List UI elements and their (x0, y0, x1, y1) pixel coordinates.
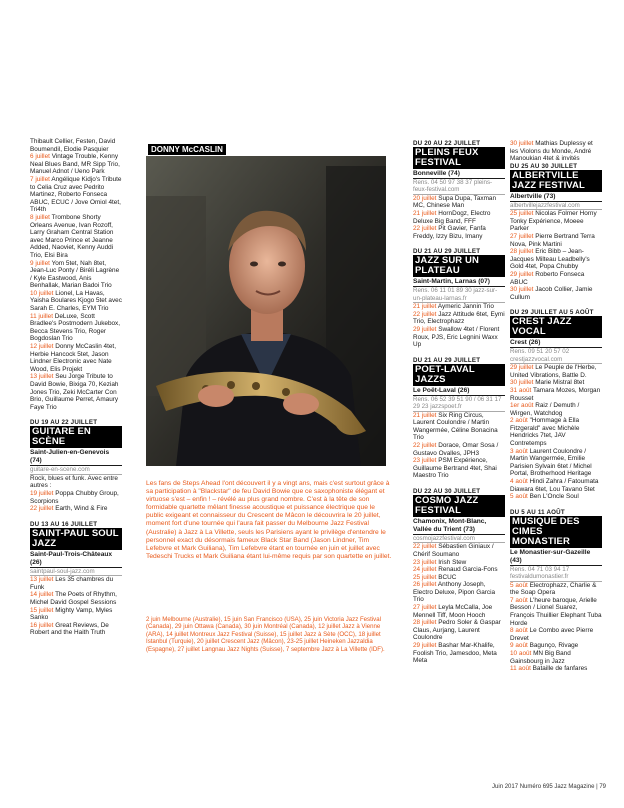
feature-article-text: Les fans de Steps Ahead l'ont découvert il y a vingt ans, mais c'est surtout grâce à sa participation à "Blackstar" de feu David Bowie que ce saxophoniste élégant et virtuose s'est – enfin ! – révélé au plus grand nombre. C'est à la tête de son formidable quartette mêlant finesse acoustique et puissance électrique que le public exigeant et connaisseur du Crescent de Mâcon le découvrira le 20 juillet, moment fort d'une tournée qui l'aura fait passer du Melbourne Jazz Festival (Australie) à Jazz à La Villette, seuls les Parisiens ayant le privilège d'entendre le personnel exact du désormais fameux Black Star Band (Jason Lindner, Tim Lefebvre et Mark Guiliana), Tim Lefebvre étant en tournée en juin et juillet avec Tedeschi Trucks et Mark Guiliana étant lui-même requis par son quartette en juillet. (146, 480, 392, 560)
festival-block (510, 509, 602, 673)
festival-title: POET-LAVAL JAZZS (413, 364, 505, 386)
listing-artists: Poppa Chubby Group, Scorpions (30, 489, 119, 505)
listing-date: 11 août (510, 665, 531, 673)
festival-dates: DU 20 AU 22 JUILLET (413, 140, 481, 147)
listing-artists: Electrophazz, Charlie & the Soap Opera (510, 581, 597, 597)
festival-info: Rens. 09 51 20 57 02 crestjazzvocal.com (510, 348, 602, 364)
listing-date: 13 juillet (30, 373, 54, 381)
listing-item (413, 559, 505, 567)
listing-artists: Mathias Duplessy et les Violons du Monde, André Manoukian 4tet & invités (510, 140, 593, 163)
festival-intro: Rock, blues et funk. Avec entre autres : (30, 474, 118, 490)
listing-item (413, 566, 505, 574)
listing-date: 7 août (510, 596, 528, 604)
listing-date: 23 juillet (413, 558, 437, 566)
festival-title-wrap (413, 147, 505, 170)
festival-block (413, 248, 505, 348)
festival-info: guitare-en-scene.com (30, 466, 122, 474)
listing-item (30, 343, 122, 373)
guitare-en-scene-section (30, 419, 122, 512)
listing-item (413, 326, 505, 349)
listing-date: 19 juillet (30, 489, 54, 497)
festival-title: COSMO JAZZ FESTIVAL (413, 495, 505, 517)
listing-artists: "Hommage à Ella Fitzgerald" avec Michèle Hendricks 7tet, JAV Contretemps (510, 417, 580, 448)
listing-item (413, 210, 505, 225)
listing-date: 25 juillet (413, 573, 437, 581)
listing-item (30, 260, 122, 290)
listing-item (510, 417, 602, 447)
festival-block (510, 309, 602, 501)
listing-artists: Jazz Attitude 6tet, Eymi Trio, Electrophazz (413, 310, 505, 326)
listing-date: 22 juillet (413, 543, 437, 551)
listing-date: 16 juillet (30, 621, 54, 629)
listing-date: 21 juillet (413, 411, 437, 419)
listing-artists: Bagunço, Rivage (529, 642, 579, 650)
listing-item (30, 176, 122, 214)
festival-block (413, 357, 505, 480)
listing-date: 24 juillet (413, 566, 437, 574)
listing-date: 23 juillet (413, 457, 437, 465)
listing-artists: Anthony Joseph, Electro Deluxe, Pipon Garcia Trio (413, 581, 496, 604)
festival-location: Le Poët-Laval (26) (413, 387, 505, 396)
listing-date: 5 août (510, 493, 528, 501)
listing-artists: Leyla McCalla, Joe Mennell Tiff, Moon Hooch (413, 604, 493, 619)
listing-artists: Irish Stew (438, 558, 467, 566)
listing-item (413, 195, 505, 210)
festival-info: Rens. 04 71 03 94 17 festivaldumonastier.fr (510, 566, 602, 582)
festival-title: CREST JAZZ VOCAL (510, 316, 602, 338)
column-1 (30, 138, 122, 645)
festival-title: ALBERTVILLE JAZZ FESTIVAL (510, 170, 602, 192)
listing-item (510, 402, 602, 417)
listing-artists: Seu Jorge Tribute to David Bowie, Bixiga 70, Keziah Jones Trio, Zeki McCarter Con Brio, Guillaume Perret, Amaury Faye Trio (30, 373, 119, 411)
listing-date: 27 juillet (413, 604, 437, 612)
listing-artists: L'heure baroque, Arielle Besson / Lionel Suarez, François Thuillier Elephant Tuba Horde (510, 596, 602, 627)
festival-dates: DU 22 AU 30 JUILLET (413, 487, 481, 495)
listing-artists: The Poets of Rhythm, Michel David Gospel Sessions (30, 591, 117, 606)
listing-artists: Vintage Trouble, Kenny Neal Blues Band, MR Sipp Trio, Manuel Adnot / Ueno Park (30, 153, 120, 176)
listing-date: 27 juillet (510, 232, 534, 240)
listing-artists: Pedro Soler & Gaspar Claus, Aurjang, Laurent Coulondre (413, 619, 501, 642)
festival-location: Bonneville (74) (413, 170, 505, 179)
listing-artists: Hindi Zahra / Fatoumata Diawara 6tet, Lou Tavano 5tet (510, 478, 599, 493)
listing-date: 22 juillet (413, 441, 437, 449)
festival-title: MUSIQUE DES CIMES MONASTIER (510, 516, 602, 548)
listing-artists: Raiz / Demuth / Wirgen, Watchdog (510, 402, 580, 417)
listing-date: 30 juillet (510, 286, 534, 294)
listing-item (30, 505, 122, 513)
listing-artists: Sébastien Giniaux / Chérif Soumano (413, 543, 494, 558)
listing-artists: Nicolas Folmer Horny Tonky Expérience, Moeee Parker (510, 210, 597, 233)
listing-item (413, 604, 505, 619)
listing-item (510, 642, 602, 650)
listing-item (510, 665, 602, 673)
festival-title: PLEINS FEUX FESTIVAL (413, 147, 505, 169)
festival-title-wrap (30, 528, 122, 551)
listing-artists: HornDogz, Electro Deluxe Big Band, FFF (413, 210, 491, 225)
listing-date: 9 août (510, 642, 528, 650)
listing-artists: Le Peuple de l'Herbe, United Vibrations, Battle D. (510, 364, 597, 379)
listing-date: 4 août (510, 478, 528, 486)
listing-artists: Trombone Shorty Orleans Avenue, Ivan Rozoff, Larry Graham Central Station avec Marco Prince et Jeanne Added, Naoviet, Kenny Auddi Trio, Elsi Bira (30, 213, 114, 259)
listing-artists: PSM Expérience, Guillaume Bertrand 4tet, Shai Maestro Trio (413, 457, 497, 480)
listing-item (30, 138, 122, 153)
listing-item (413, 457, 505, 480)
festival-title-wrap (510, 170, 602, 193)
listing-date: 21 juillet (413, 210, 437, 217)
festival-dates: DU 13 AU 16 JUILLET (30, 520, 98, 528)
festival-block (510, 163, 602, 302)
festival-title: JAZZ SUR UN PLATEAU (413, 255, 505, 277)
listing-date: 28 juillet (413, 619, 437, 627)
listing-artists: Bataille de fanfares (532, 665, 588, 673)
listing-item (30, 373, 122, 411)
listing-item (413, 225, 505, 240)
festival-title-wrap (510, 316, 602, 339)
listing-item (510, 597, 602, 627)
listing-artists: Supa Dupa, Taxman MC, Chinese Man (413, 194, 497, 210)
column-1-listings (30, 138, 122, 411)
listing-artists: BCUC (438, 573, 457, 581)
listing-date: 22 juillet (30, 505, 54, 513)
listing-date: 30 juillet (510, 140, 534, 147)
festival-title-wrap (413, 255, 505, 278)
listing-artists: Six Ring Circus, Laurent Coulondre / Martin Wangermée, Céline Bonacina Trio (413, 411, 498, 442)
listing-date: 26 juillet (413, 581, 437, 589)
listing-artists: MN Big Band Gainsbourg in Jazz (510, 649, 571, 665)
festival-location: Saint-Paul-Trois-Châteaux (26) (30, 551, 122, 568)
festival-dates: DU 25 AU 30 JUILLET (510, 162, 578, 170)
listing-item (510, 364, 602, 379)
column-4 (510, 140, 602, 681)
listing-date: 21 juillet (413, 303, 437, 311)
listing-item (30, 622, 122, 637)
listing-item (30, 490, 122, 505)
festival-dates: DU 29 JUILLET AU 5 AOÛT (510, 309, 594, 317)
festival-dates: DU 5 AU 11 AOÛT (510, 508, 565, 516)
listing-artists: Pierre Bertrand Terra Nova, Pink Martini (510, 232, 595, 248)
listing-artists: Pit Gavier, Fanfa Freddy, Izzy Bizu, Imany (413, 225, 486, 240)
saint-paul-soul-jazz-section (30, 521, 122, 637)
listing-date: 7 juillet (30, 175, 50, 183)
listing-item (413, 543, 505, 558)
festival-info: Rens. 04 50 97 38 37 pleins-feux-festival.com (413, 179, 505, 195)
listing-date: 22 juillet (413, 225, 437, 233)
festival-location: Albertville (73) (510, 193, 602, 202)
listing-artists: Lionel, La Havas, Yaisha Boulares Kjogo 5tet avec Sarah E. Charles, EYM Trio (30, 289, 122, 313)
listing-item (510, 379, 602, 387)
column-3 (413, 140, 505, 673)
listing-date: 29 juillet (413, 325, 437, 333)
listing-date: 29 juillet (510, 364, 534, 372)
festival-title-wrap (413, 495, 505, 518)
listing-artists: Ben L'Oncle Soul (529, 493, 579, 501)
festival-info: Rens. 06 52 39 51 90 / 06 31 17 29 23 jazzspoet.fr (413, 396, 505, 412)
listing-date: 28 juillet (510, 248, 534, 256)
festival-block (413, 140, 505, 240)
festival-dates: DU 21 AU 29 JUILLET (413, 356, 481, 364)
festival-location: Chamonix, Mont-Blanc, Vallée du Trient (73) (413, 518, 505, 535)
listing-artists: Aymeric Jannin Trio (437, 303, 494, 311)
listing-item (510, 478, 602, 493)
festival-location: Saint-Julien-en-Genevois (74) (30, 449, 122, 466)
listing-artists: Thibault Cellier, Festen, David Boumendil, Elodie Pasquier (30, 138, 116, 153)
festival-info: Rens. 06 11 01 89 30 jazz-sur-un-plateau-larnas.fr (413, 287, 505, 303)
listing-artists: Bashar Mar-Khalife, Foolish Trio, Jamesdoo, Meta Meta (413, 642, 497, 665)
festival-info: cosmojazzfestival.com (413, 535, 505, 543)
listing-item (30, 591, 122, 606)
listing-item (30, 290, 122, 313)
listing-date: 29 juillet (413, 642, 437, 650)
listing-date: 2 août (510, 417, 528, 425)
listing-item (413, 574, 505, 582)
listing-item (413, 442, 505, 457)
listing-item (510, 448, 602, 478)
festival-block (30, 419, 122, 512)
festival-title-wrap (510, 516, 602, 549)
listing-item (30, 313, 122, 343)
listing-artists: Marie Mistral 8tet (535, 379, 585, 387)
listing-date: 6 juillet (30, 153, 50, 161)
festival-block (30, 521, 122, 637)
listing-item (510, 140, 602, 163)
listing-item (510, 271, 602, 286)
listing-date: 20 juillet (413, 194, 437, 202)
listing-date: 9 juillet (30, 259, 50, 267)
listing-date: 10 août (510, 649, 532, 657)
listing-date: 1er août (510, 402, 534, 410)
listing-artists: Swallow 4tet / Florent Roux, PJS, Eric Legnini Waxx Up (413, 325, 500, 349)
listing-date: 31 août (510, 386, 532, 394)
listing-artists: Great Reviews, De Robert and the Haith Truth (30, 621, 109, 637)
listing-item (510, 493, 602, 501)
listing-date: 30 juillet (510, 379, 534, 387)
listing-artists: DeLuxe, Scott Bradlee's Postmodern Jukebox, Becca Stevens Trio, Roger Bogdoslan Trio (30, 312, 121, 343)
festival-title-wrap (413, 364, 505, 387)
listing-date: 14 juillet (30, 591, 54, 599)
listing-artists: Yom 5tet, Nah 8tet, Jean-Luc Ponty / Biréli Lagrène / Kyle Eastwood, Anis Benhallak, Marian Badoi Trio (30, 259, 120, 290)
listing-artists: Mighty Vamp, Myles Sanko (30, 606, 113, 622)
listing-artists: Eric Bibb – Jean-Jacques Milteau Leadbelly's Gold 4tet, Popa Chubby (510, 248, 590, 271)
listing-artists: Dorace, Omar Sosa / Gustavo Ovalles, JPH3 (413, 441, 499, 457)
festival-location: Le Monastier-sur-Gazeille (43) (510, 549, 602, 566)
festival-block (413, 488, 505, 665)
festival-dates: DU 21 AU 29 JUILLET (413, 248, 481, 256)
listing-item (413, 642, 505, 665)
listing-date: 15 juillet (30, 606, 54, 614)
listing-item (510, 650, 602, 665)
listing-item (30, 607, 122, 622)
listing-artists: Le Combo avec Pierre Drevet (510, 627, 594, 642)
festival-info: saintpaul-soul-jazz.com (30, 568, 122, 576)
listing-artists: Tamara Mozes, Morgan Rousset (510, 386, 601, 402)
donny-mccaslin-photo (146, 156, 386, 466)
listing-date: 12 juillet (30, 343, 54, 351)
listing-item (413, 412, 505, 442)
page-footer: Juin 2017 Numéro 695 Jazz Magazine | 79 (492, 784, 606, 790)
listing-artists: Angélique Kidjo's Tribute to Celia Cruz avec Pedrito Martinez, Roberto Fonseca ABUC, ECUC / Jove Omiol 4tet, Tri4th (30, 175, 122, 214)
listing-artists: Jacob Collier, Jamie Cullum (510, 286, 593, 301)
listing-item (510, 286, 602, 301)
listing-item (510, 627, 602, 642)
listing-item (413, 303, 505, 311)
festival-dates: DU 19 AU 22 JUILLET (30, 419, 98, 427)
festival-title-wrap (30, 426, 122, 449)
listing-item (413, 311, 505, 326)
listing-date: 8 juillet (30, 213, 50, 221)
festival-title: SAINT-PAUL SOUL JAZZ (30, 528, 122, 550)
listing-date: 10 juillet (30, 289, 54, 297)
listing-artists: Roberto Fonseca ABUC (510, 270, 585, 286)
listing-artists: Donny McCaslin 4tet, Herbie Hancock 5tet, Jason Lindner Electronic avec Nate Wood, Elis Projekt (30, 343, 116, 373)
listing-item (510, 248, 602, 271)
listing-item (510, 210, 602, 233)
listing-item (30, 214, 122, 260)
listing-item (30, 576, 122, 591)
listing-artists: Earth, Wind & Fire (55, 505, 108, 513)
listing-item (510, 233, 602, 248)
festival-location: Crest (26) (510, 339, 602, 348)
listing-date: 3 août (510, 447, 528, 455)
listing-date: 5 août (510, 581, 528, 589)
listing-item (510, 387, 602, 402)
saxophonist-photo-illustration (146, 156, 386, 466)
listing-artists: Laurent Coulondre / Martin Wangermée, Emilie Parisien Sylvain 6tet / Michel Portal, Brotherhood Heritage (510, 447, 592, 478)
festival-info: albertvillejazzfestival.com (510, 202, 602, 210)
listing-date: 13 juillet (30, 576, 54, 584)
listing-artists: Les 35 chambres du Funk (30, 576, 114, 591)
listing-item (510, 582, 602, 597)
listing-date: 22 juillet (413, 310, 437, 318)
listing-date: 11 juillet (30, 312, 53, 320)
festival-title: GUITARE EN SCÈNE (30, 426, 122, 448)
listing-artists: Renaud Garcia-Fons (438, 566, 498, 574)
festival-location: Saint-Martin, Larnas (07) (413, 278, 505, 287)
listing-date: 29 juillet (510, 270, 534, 278)
listing-date: 25 juillet (510, 210, 534, 218)
listing-item (413, 581, 505, 604)
feature-tour-dates: 2 juin Melbourne (Australie), 15 juin San Francisco (USA), 25 juin Victoria Jazz Festival (Canada), 29 juin Ottawa (Canada), 30 juin Montréal (Canada), 12 juillet Jazz à Vienne (ARA), 14 juillet Montreux Jazz Festival (Suisse), 15 juillet Jazz à Sète (OCC), 18 juillet Istanbul (Turquie), 20 juillet Crescent Jazz (Mâcon), 23-25 juillet Heineken Jazzaldia (Espagne), 27 juillet Langnau Jazz Nights (Suisse), 7 septembre Jazz à La Villette (IDF). (146, 616, 385, 653)
photo-caption: DONNY McCASLIN (148, 144, 226, 155)
listing-date: 8 août (510, 627, 528, 635)
listing-item (413, 619, 505, 642)
listing-item (30, 153, 122, 176)
